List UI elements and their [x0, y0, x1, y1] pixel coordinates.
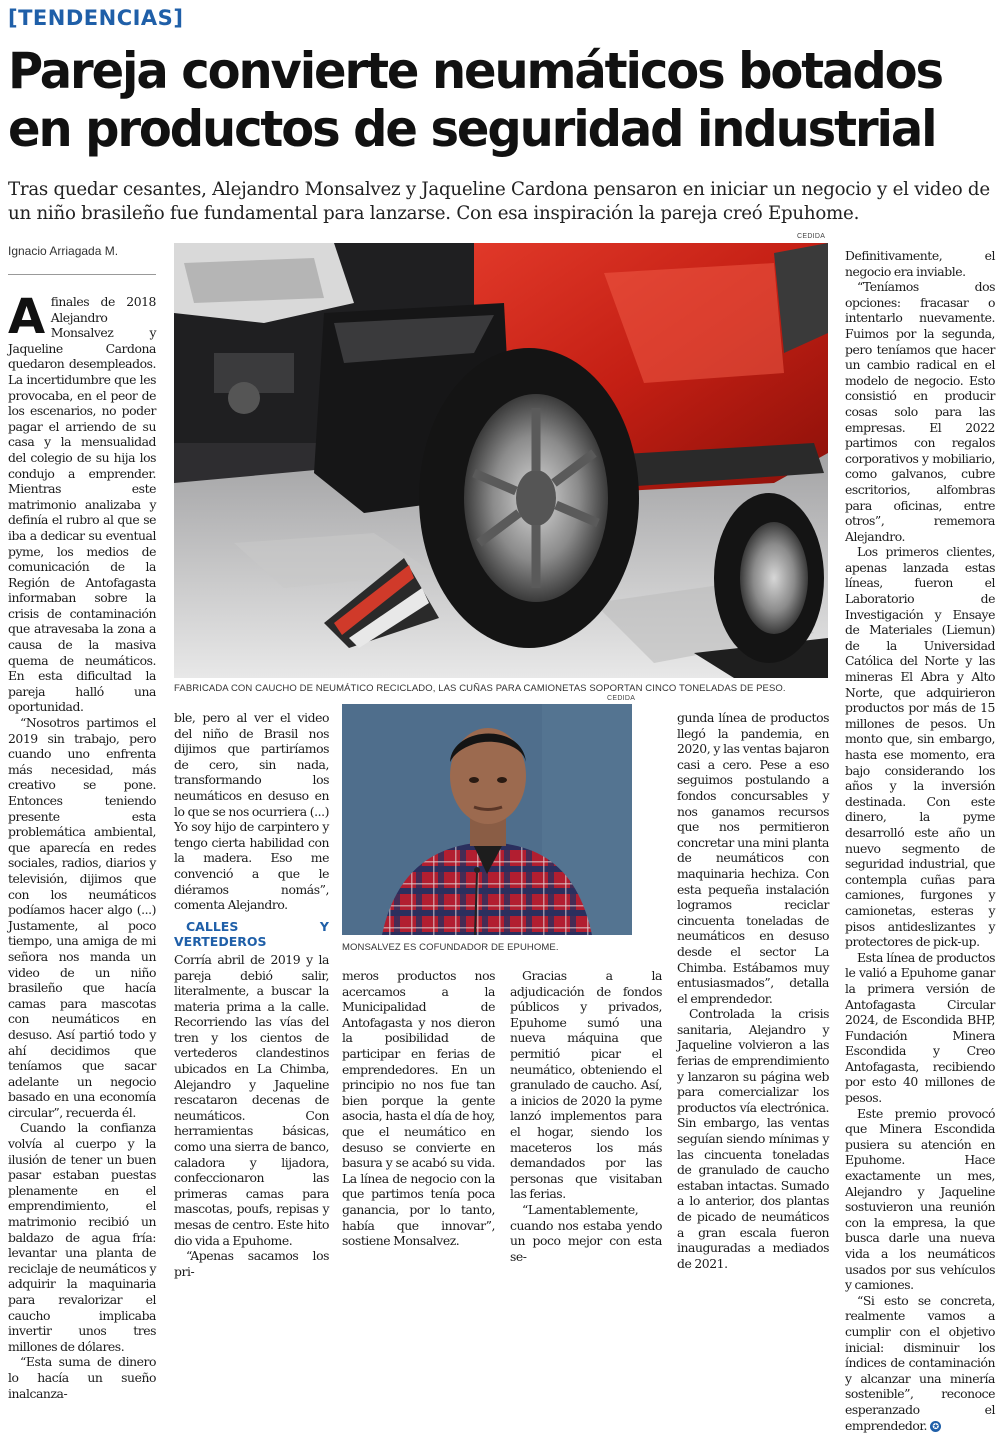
- drop-cap: A: [8, 289, 45, 345]
- photo-credit-man: CEDIDA: [607, 695, 636, 702]
- portrait-photo: [342, 704, 632, 935]
- paragraph: Gracias a la adjudicación de fondos públicos y privados, Epuhome sumó una nueva máquina que permitió picar el neumático, obteniendo el granulado de caucho. Así, a inicios de 2020 la pyme lanzó implementos para el hogar, siendo los maceteros los más demandados por las personas que visitaban las ferias.: [510, 968, 662, 1202]
- paragraph: Definitivamente, el negocio era inviable.: [845, 248, 995, 279]
- paragraph: “Teníamos dos opciones: fracasar o intentarlo nuevamente. Fuimos por la segunda, pero teníamos que hacer un cambio radical en el modelo de negocio. Esto consistió en producir cosas solo para las empresas. El 2022 partimos con regalos corporativos y mobiliario, como galvanos, cubre escritorios, alfombras para oficinas, entre otros”, rememora Alejandro.: [845, 279, 995, 544]
- deck: Tras quedar cesantes, Alejandro Monsalvez y Jaqueline Cardona pensaron en iniciar un negocio y el video de un niño brasileño fue fundamental para lanzarse. Con esa inspiración la pareja creó Epuhome.: [8, 179, 990, 224]
- column-5: [677, 710, 829, 1271]
- paragraph: Los primeros clientes, apenas lanzada estas líneas, fueron el Laboratorio de Investigación y Ensaye de Materiales (Liemun) de la Universidad Católica del Norte y las mineras El Abra y Alto Norte, que adquirieron productos por más de 15 millones de pesos. Un monto que, sin embargo, hasta ese momento, era bajo considerando los años y la inversión destinada. Con este dinero, la pyme desarrolló este año un nuevo segmento de seguridad industrial, que contempla cuñas para camiones, furgones y camionetas, esteras y pisos antideslizantes y protectores de pick-up.: [845, 544, 995, 950]
- truck-photo-caption: FABRICADA CON CAUCHO DE NEUMÁTICO RECICLADO, LAS CUÑAS PARA CAMIONETAS SOPORTAN CINCO TONELADAS DE PESO.: [174, 683, 786, 694]
- paragraph: Cuando la confianza volvía al cuerpo y la ilusión de tener un buen pasar estaban puestas plenamente en el emprendimiento, el matrimonio recibió un baldazo de agua fría: levantar una planta de reciclaje de neumáticos y adquirir la maquinaria para revalorizar el caucho implicaba invertir unos tres millones de dólares.: [8, 1120, 156, 1354]
- paragraph: Controlada la crisis sanitaria, Alejandro y Jaqueline volvieron a las ferias de emprendimiento y lanzaron su página web para comercializar los productos vía electrónica. Sin embargo, las ventas seguían siendo mínimas y las cincuenta toneladas de granulado de caucho estaban intactas. Sumado a lo anterior, dos plantas de picado de neumáticos a gran escala fueron inauguradas a mediados de 2021.: [677, 1006, 829, 1271]
- section-tag-label: TENDENCIAS: [18, 6, 174, 30]
- truck-illustration: [174, 243, 828, 678]
- paragraph: Corría abril de 2019 y la pareja debió salir, literalmente, a buscar la materia prima a la calle. Recorriendo las vías del tren y los cientos de vertederos clandestinos ubicados en La Chimba, Alejandro y Jaqueline rescataron decenas de neumáticos. Con herramientas básicas, como una sierra de banco, caladora y lijadora, confeccionaron las primeras camas para mascotas, poufs, repisas y mesas de centro. Este hito dio vida a Epuhome.: [174, 951, 329, 1248]
- subhead: CALLES Y VERTEDEROS: [174, 918, 329, 950]
- column-2: [174, 710, 329, 1279]
- byline-rule: [8, 274, 156, 275]
- paragraph: ble, pero al ver el video del niño de Brasil nos dijimos que partiríamos de cero, sin nada, transformando los neumáticos en desuso en lo que se nos ocurriera (...) Yo soy hijo de carpintero y tengo cierta habilidad con la madera. Eso me convenció a que le diéramos nomás”, comenta Alejandro.: [174, 710, 329, 913]
- column-4: [510, 968, 662, 1264]
- column-3: [342, 968, 495, 1249]
- paragraph: “Si esto se concreta, realmente vamos a cumplir con el objetivo inicial: disminuir los índices de contaminación y alcanzar una minería sostenible”, reconoce esperanzado el emprendedor. ✪: [845, 1292, 995, 1433]
- column-6: [845, 248, 995, 1433]
- photo-credit-truck: CEDIDA: [797, 233, 826, 240]
- paragraph: gunda línea de productos llegó la pandemia, en 2020, y las ventas bajaron casi a cero. Pese a eso seguimos postulando a fondos concursables y nos ganamos recursos que nos permitieron concretar una mini planta de neumáticos con maquinaria hechiza. Con esta pequeña instalación logramos reciclar cincuenta toneladas de neumáticos en desuso desde el sector La Chimba. Estábamos muy entusiasmados”, detalla el emprendedor.: [677, 710, 829, 1006]
- paragraph: “Nosotros partimos el 2019 sin trabajo, pero cuando uno enfrenta más necesidad, más creativo se pone. Entonces teniendo presente esta problemática ambiental, que aparecía en redes sociales, radios, diarios y televisión, dijimos que con los neumáticos podíamos hacer algo (...) Justamente, al poco tiempo, una amiga de mi señora nos manda un video de un niño brasileño que hacía camas para mascotas con neumáticos en desuso. Así partió todo y ahí decidimos que teníamos que sacar adelante un negocio basado en una economía circular”, recuerda él.: [8, 715, 156, 1120]
- paragraph: “Lamentablemente, cuando nos estaba yendo un poco mejor con esta se-: [510, 1201, 662, 1264]
- portrait-photo-caption: MONSALVEZ ES COFUNDADOR DE EPUHOME.: [342, 942, 559, 953]
- section-tag: [TENDENCIAS]: [8, 6, 184, 30]
- paragraph: “Esta suma de dinero lo hacía un sueño inalcanza-: [8, 1354, 156, 1401]
- paragraph: meros productos nos acercamos a la Municipalidad de Antofagasta y nos dieron la posibilidad de participar en ferias de emprendedores. En un principio no nos fue tan bien porque la gente asocia, hasta el día de hoy, que el neumático en desuso se convierte en basura y se acabó su vida. La línea de negocio con la que partimos tenía poca ganancia, por lo tanto, había que innovar”, sostiene Monsalvez.: [342, 968, 495, 1249]
- headline: [8, 42, 958, 158]
- paragraph: Esta línea de productos le valió a Epuhome ganar la primera versión de Antofagasta Circular 2024, de Escondida BHP, Fundación Minera Escondida y Creo Antofagasta, recibiendo por esto 40 millones de pesos.: [845, 949, 995, 1106]
- portrait-illustration: [342, 704, 632, 935]
- end-mark-icon: ✪: [930, 1421, 941, 1432]
- headline-line-1: Pareja convierte neumáticos botados: [8, 42, 942, 100]
- paragraph: Este premio provocó que Minera Escondida pusiera su atención en Epuhome. Hace exactamente un mes, Alejandro y Jaqueline sostuvieron una reunión con la empresa, la que busca darle una nueva vida a los neumáticos usados por sus vehículos y camiones.: [845, 1105, 995, 1293]
- paragraph: Afinales de 2018 Alejandro Monsalvez y Jaqueline Cardona quedaron desempleados. La incertidumbre que les provocaba, en el peor de los escenarios, no poder pagar el arriendo de su casa y la mensualidad del colegio de su hija los condujo a emprender. Mientras este matrimonio analizaba y definía el rubro al que se iba a dedicar su eventual pyme, los medios de comunicación de la Región de Antofagasta informaban sobre la crisis de contaminación que atravesaba la zona a causa de la masiva quema de neumáticos. En esta dificultad la pareja halló una oportunidad.: [8, 289, 156, 715]
- paragraph: “Apenas sacamos los pri-: [174, 1248, 329, 1279]
- byline: Ignacio Arriagada M.: [8, 244, 119, 258]
- headline-line-2: en productos de seguridad industrial: [8, 100, 936, 158]
- column-1: [8, 289, 156, 1401]
- truck-photo: [174, 243, 828, 678]
